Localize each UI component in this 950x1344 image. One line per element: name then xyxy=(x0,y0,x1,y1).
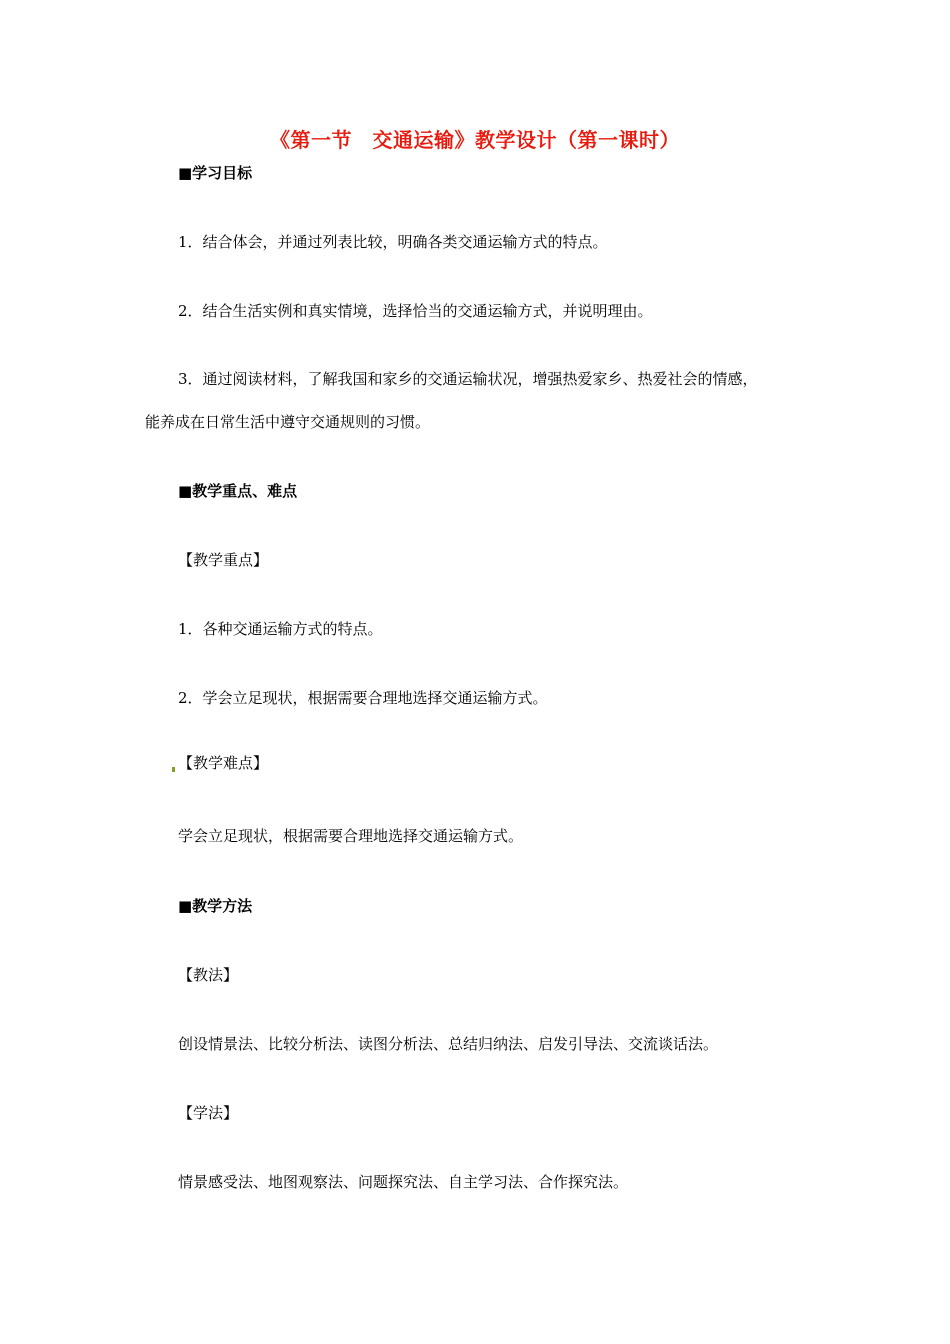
focus-label: 【教学重点】 xyxy=(178,551,269,569)
objective-item-1: 1．结合体会，并通过列表比较，明确各类交通运输方式的特点。 xyxy=(178,233,608,251)
learning-method-text: 情景感受法、地图观察法、问题探究法、自主学习法、合作探究法。 xyxy=(178,1173,629,1191)
document-title: 《第一节 交通运输》教学设计（第一课时） xyxy=(270,128,680,152)
difficulty-label: 【教学难点】 xyxy=(178,754,269,772)
difficulty-text: 学会立足现状，根据需要合理地选择交通运输方式。 xyxy=(178,827,524,845)
objective-item-2: 2．结合生活实例和真实情境，选择恰当的交通运输方式，并说明理由。 xyxy=(178,302,653,320)
teaching-method-text: 创设情景法、比较分析法、读图分析法、总结归纳法、启发引导法、交流谈话法。 xyxy=(178,1035,719,1053)
focus-item-1: 1．各种交通运输方式的特点。 xyxy=(178,620,383,638)
objectives-heading: ■学习目标 xyxy=(178,164,253,182)
methods-heading: ■教学方法 xyxy=(178,897,253,915)
key-points-heading: ■教学重点、难点 xyxy=(178,482,298,500)
teaching-method-label: 【教法】 xyxy=(178,966,239,984)
objective-item-3-line-2: 能养成在日常生活中遵守交通规则的习惯。 xyxy=(145,413,431,431)
margin-mark xyxy=(172,767,175,772)
focus-item-2: 2．学会立足现状，根据需要合理地选择交通运输方式。 xyxy=(178,689,548,707)
learning-method-label: 【学法】 xyxy=(178,1104,239,1122)
difficulty-label-row xyxy=(172,752,268,774)
objective-item-3-line-1: 3．通过阅读材料，了解我国和家乡的交通运输状况，增强热爱家乡、热爱社会的情感， xyxy=(178,370,758,388)
